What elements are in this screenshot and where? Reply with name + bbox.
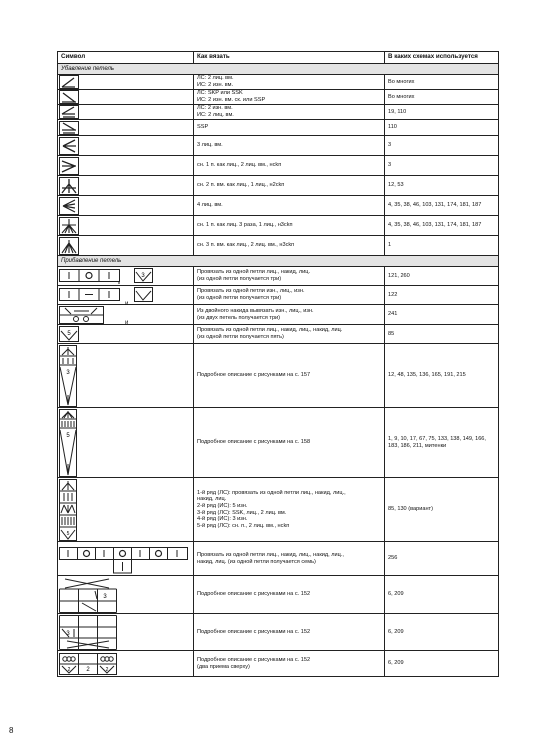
table-header-row (58, 52, 499, 64)
dec-left-3-icon (59, 157, 79, 175)
schemes-cell: 85, 130 (вариант) (385, 478, 499, 542)
bobble-rows-icon (59, 479, 77, 541)
schemes-cell: 6, 209 (385, 576, 499, 614)
svg-text:2: 2 (105, 666, 109, 673)
symbol-cell (58, 408, 194, 478)
table-row (58, 90, 499, 105)
schemes-cell: 121, 260 (385, 267, 499, 286)
table-row (58, 576, 499, 614)
schemes-cell: 1 (385, 236, 499, 256)
svg-text:2: 2 (86, 666, 90, 673)
inc-double-yo-icon (59, 306, 104, 324)
bobble-3-icon (59, 345, 77, 407)
schemes-cell: 3 (385, 136, 499, 156)
svg-text:3: 3 (66, 630, 70, 637)
symbol-cell (58, 196, 194, 216)
dec-center-3-icon (59, 177, 79, 195)
how-cell: Подробное описание с рисунками на с. 152 (194, 614, 385, 651)
bobble-5-icon (59, 409, 77, 477)
how-cell: 3 лиц. вм. (194, 136, 385, 156)
dec-left-2-icon (59, 90, 79, 104)
table-row (58, 478, 499, 542)
symbol-cell (58, 75, 194, 90)
connector-label: и (125, 301, 129, 307)
svg-text:3: 3 (66, 369, 70, 376)
section-title: Прибавление петель (58, 256, 499, 267)
schemes-cell: 85 (385, 325, 499, 344)
schemes-cell: 122 (385, 286, 499, 305)
schemes-cell: Во многих (385, 90, 499, 105)
inc-5-icon (59, 326, 79, 342)
dec-left-4-icon (59, 217, 79, 235)
symbol-cell (58, 216, 194, 236)
header-schemes: В каких схемах используется (385, 52, 499, 64)
table-row (58, 286, 499, 305)
schemes-cell: 6, 209 (385, 614, 499, 651)
how-cell: 1-й ряд (ЛС): провязать из одной петли лиц., накид, лиц., накид, лиц. 2-й ряд (ИС): 5 изн. 3-й ряд (ЛС): SSK, лиц., 2 лиц. вм. 4-й ряд (ИС): 3 изн. 5-й ряд (ЛС): сн. п., 2 лиц. вм., нсkп (194, 478, 385, 542)
dec-center-5-icon (59, 237, 79, 255)
cross-3-b-icon (59, 615, 117, 650)
how-cell: ЛС: SKP или SSK ИС: 2 изн. вм. ск. или SSP (194, 90, 385, 105)
symbol-cell (58, 136, 194, 156)
how-cell: сн. 1 п. как лиц., 2 лиц. вм., нсkп (194, 156, 385, 176)
how-cell: Подробное описание с рисунками на с. 152 (два приема сверху) (194, 651, 385, 677)
table-row (58, 196, 499, 216)
inc-3-icon (59, 268, 169, 284)
section-increases (58, 256, 499, 267)
table-row (58, 136, 499, 156)
header-symbol: Символ (58, 52, 194, 64)
svg-text:5: 5 (66, 530, 70, 537)
table-row (58, 156, 499, 176)
symbol-cell (58, 236, 194, 256)
cross-3-a-icon (59, 577, 117, 613)
svg-text:3: 3 (141, 273, 145, 279)
schemes-cell: 241 (385, 305, 499, 325)
schemes-cell: 110 (385, 120, 499, 136)
dec-right-2-bar-icon (59, 105, 79, 119)
dec-4-icon (59, 197, 79, 215)
symbol-cell (58, 344, 194, 408)
table-row (58, 344, 499, 408)
how-cell: Подробное описание с рисунками на с. 152 (194, 576, 385, 614)
table-row (58, 267, 499, 286)
schemes-cell: 4, 35, 38, 46, 103, 131, 174, 181, 187 (385, 196, 499, 216)
how-cell: сн. 2 п. вм. как лиц., 1 лиц., н2сkп (194, 176, 385, 196)
page-number: 8 (9, 726, 14, 735)
how-cell: ЛС: 2 изн. вм. ИС: 2 лиц. вм. (194, 105, 385, 120)
schemes-cell: Во многих (385, 75, 499, 90)
table-row (58, 614, 499, 651)
table-row (58, 542, 499, 576)
dec-right-3-icon (59, 137, 79, 155)
schemes-cell: 6, 209 (385, 651, 499, 677)
symbol-cell (58, 478, 194, 542)
symbol-cell (58, 120, 194, 136)
how-cell: Подробное описание с рисунками на с. 157 (194, 344, 385, 408)
symbol-cell (58, 651, 194, 677)
schemes-cell: 19, 110 (385, 105, 499, 120)
schemes-cell: 12, 48, 135, 136, 165, 191, 215 (385, 344, 499, 408)
how-cell: SSP (194, 120, 385, 136)
table-row (58, 120, 499, 136)
symbol-cell (58, 576, 194, 614)
symbol-cell (58, 614, 194, 651)
schemes-cell: 256 (385, 542, 499, 576)
schemes-cell: 12, 53 (385, 176, 499, 196)
how-cell: Из двойного накида вывязать изн., лиц., изн. (из двух петель получается три) (194, 305, 385, 325)
how-cell: ЛС: 2 лиц. вм. ИС: 2 изн. вм. (194, 75, 385, 90)
dec-right-2-icon (59, 75, 79, 89)
table-row (58, 408, 499, 478)
how-cell: сн. 1 п. как лиц. 3 раза, 1 лиц., н3сkп (194, 216, 385, 236)
header-how: Как вязать (194, 52, 385, 64)
table-row (58, 176, 499, 196)
svg-text:2: 2 (67, 666, 71, 673)
symbols-table (57, 51, 499, 677)
symbol-cell (58, 90, 194, 105)
svg-text:3: 3 (103, 593, 107, 600)
inc-7-icon (59, 544, 189, 574)
how-cell: сн. 3 п. вм. как лиц., 2 лиц. вм., н3сkп (194, 236, 385, 256)
svg-text:5: 5 (67, 331, 71, 337)
table-row (58, 325, 499, 344)
how-cell: 4 лиц. вм. (194, 196, 385, 216)
how-cell: Провязать из одной петли лиц., накид, лиц., накид, лиц. (из одной петли получается пять) (194, 325, 385, 344)
symbol-cell (58, 542, 194, 576)
table-row (58, 651, 499, 677)
schemes-cell: 3 (385, 156, 499, 176)
symbol-cell (58, 325, 194, 344)
inc-3-purl-icon (59, 287, 169, 303)
table-row (58, 216, 499, 236)
dec-left-2-bar-icon (59, 121, 79, 135)
table-row (58, 236, 499, 256)
table-row (58, 75, 499, 90)
loops-2-icon (59, 653, 117, 675)
table-row (58, 305, 499, 325)
schemes-cell: 1, 9, 10, 17, 67, 75, 133, 138, 149, 166, 183, 186, 211, митенки (385, 408, 499, 478)
svg-text:5: 5 (66, 432, 70, 439)
symbol-cell (58, 105, 194, 120)
how-cell: Провязать из одной петли лиц., накид, лиц., накид, лиц., накид, лиц. (из одной петли получается семь) (194, 542, 385, 576)
schemes-cell: 4, 35, 38, 46, 103, 131, 174, 181, 187 (385, 216, 499, 236)
symbol-cell (58, 176, 194, 196)
symbol-cell (58, 267, 194, 286)
table-row (58, 105, 499, 120)
how-cell: Подробное описание с рисунками на с. 158 (194, 408, 385, 478)
section-title: Убавление петель (58, 64, 499, 75)
section-decreases (58, 64, 499, 75)
how-cell: Провязать из одной петли лиц., накид, лиц. (из одной петли получается три) (194, 267, 385, 286)
connector-label: и (125, 320, 129, 326)
how-cell: Провязать из одной петли изн., лиц., изн. (из одной петли получается три) (194, 286, 385, 305)
symbol-cell (58, 156, 194, 176)
